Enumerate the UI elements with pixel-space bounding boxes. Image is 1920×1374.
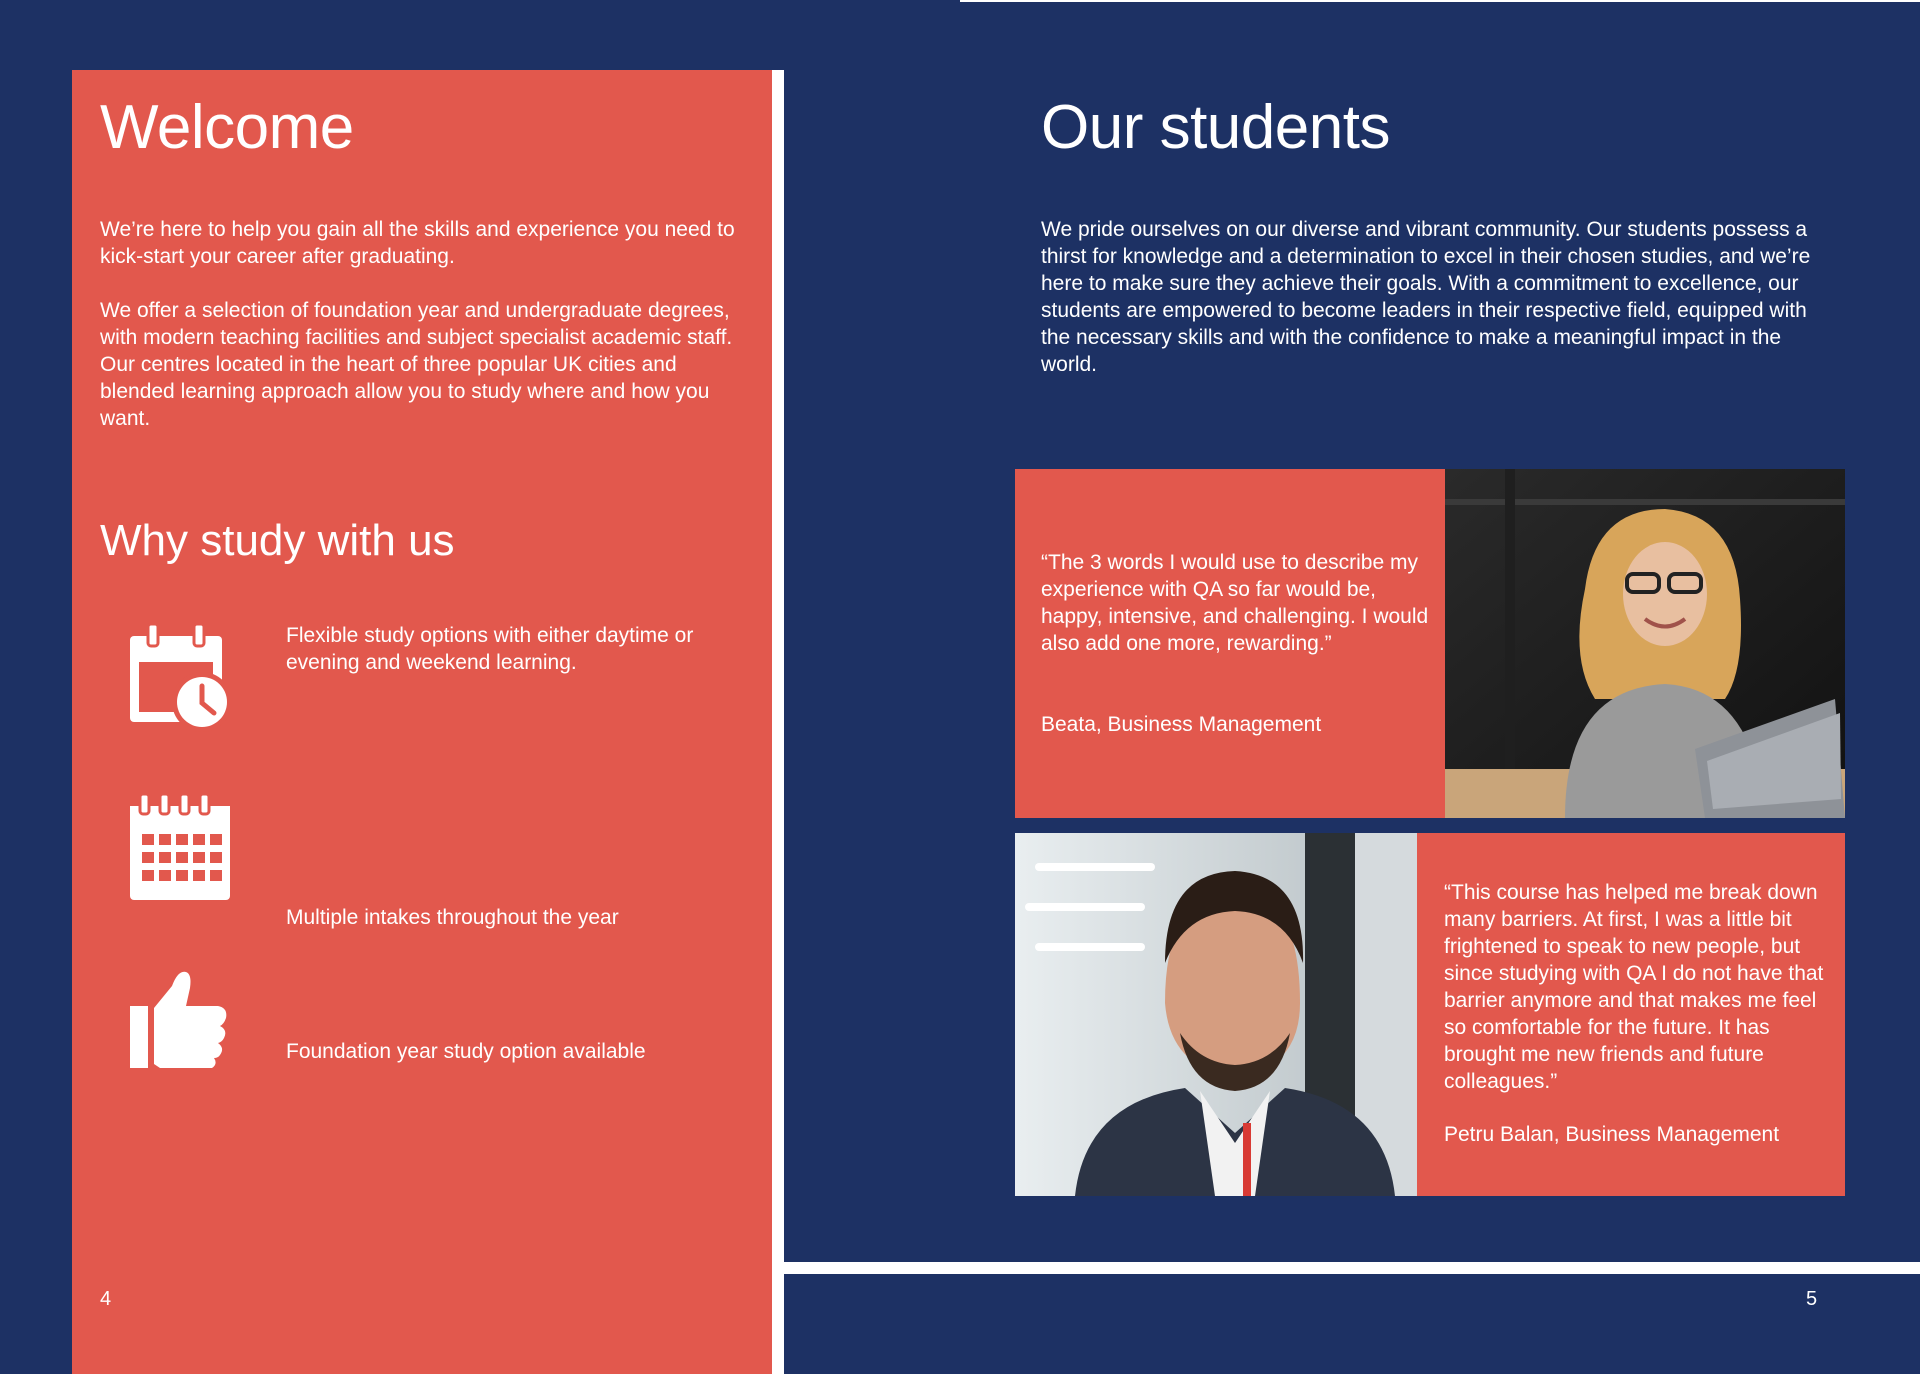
- bottom-white-band: [784, 1262, 1920, 1274]
- welcome-body: [100, 216, 750, 459]
- our-students-intro: We pride ourselves on our diverse and vibrant community. Our students possess a thirst for knowledge and a determination to excel in their chosen studies, and we’re here to make sure they achieve their goals. With a commitment to excellence, our students are empowered to become leaders in their respective field, equipped with the necessary skills and with the confidence to make a meaningful impact in the world.: [1041, 218, 1811, 376]
- photo-beata: [1445, 469, 1845, 818]
- page-number-right: 5: [1806, 1288, 1818, 1310]
- welcome-panel: [72, 70, 772, 1374]
- testimonial-card-beata: [1015, 469, 1445, 818]
- page-gutter: [772, 70, 784, 1374]
- testimonial-author: Beata, Business Management: [1041, 713, 1322, 736]
- calendar-clock-icon: [130, 622, 230, 732]
- testimonial-quote: “The 3 words I would use to describe my experience with QA so far would be, happy, intensive, and challenging. I would also add one more, rewarding.”: [1041, 551, 1429, 655]
- testimonial-quote: “This course has helped me break down many barriers. At first, I was a little bit frightened to speak to new people, but since studying with QA I do not have that barrier anymore and that makes me feel so comfortable for the future. It has brought me new friends and future colleagues.”: [1444, 881, 1824, 1093]
- our-students-title: Our students: [1041, 93, 1390, 162]
- thumbs-up-icon: [130, 966, 230, 1076]
- welcome-paragraph-2: We offer a selection of foundation year and undergraduate degrees, with modern teaching facilities and subject specialist academic staff. Our centres located in the heart of three popular UK cities and blended learning approach allow you to study where and how you want.: [100, 299, 733, 430]
- feature-text: Foundation year study option available: [286, 1040, 646, 1063]
- feature-text: Multiple intakes throughout the year: [286, 906, 619, 929]
- photo-petru: [1015, 833, 1417, 1196]
- welcome-paragraph-1: We’re here to help you gain all the skills and experience you need to kick-start your career after graduating.: [100, 218, 735, 268]
- top-white-strip: [960, 0, 1920, 2]
- welcome-title: Welcome: [100, 93, 354, 162]
- testimonial-card-petru: [1417, 833, 1845, 1196]
- feature-flexible-study: [100, 622, 750, 732]
- feature-multiple-intakes: [100, 794, 750, 929]
- testimonial-author: Petru Balan, Business Management: [1444, 1123, 1780, 1146]
- page-number-left: 4: [100, 1288, 112, 1310]
- feature-text: Flexible study options with either daytime or evening and weekend learning.: [286, 624, 694, 674]
- calendar-grid-icon: [130, 794, 230, 904]
- feature-foundation-year: [100, 966, 750, 1076]
- why-study-title: Why study with us: [100, 516, 455, 565]
